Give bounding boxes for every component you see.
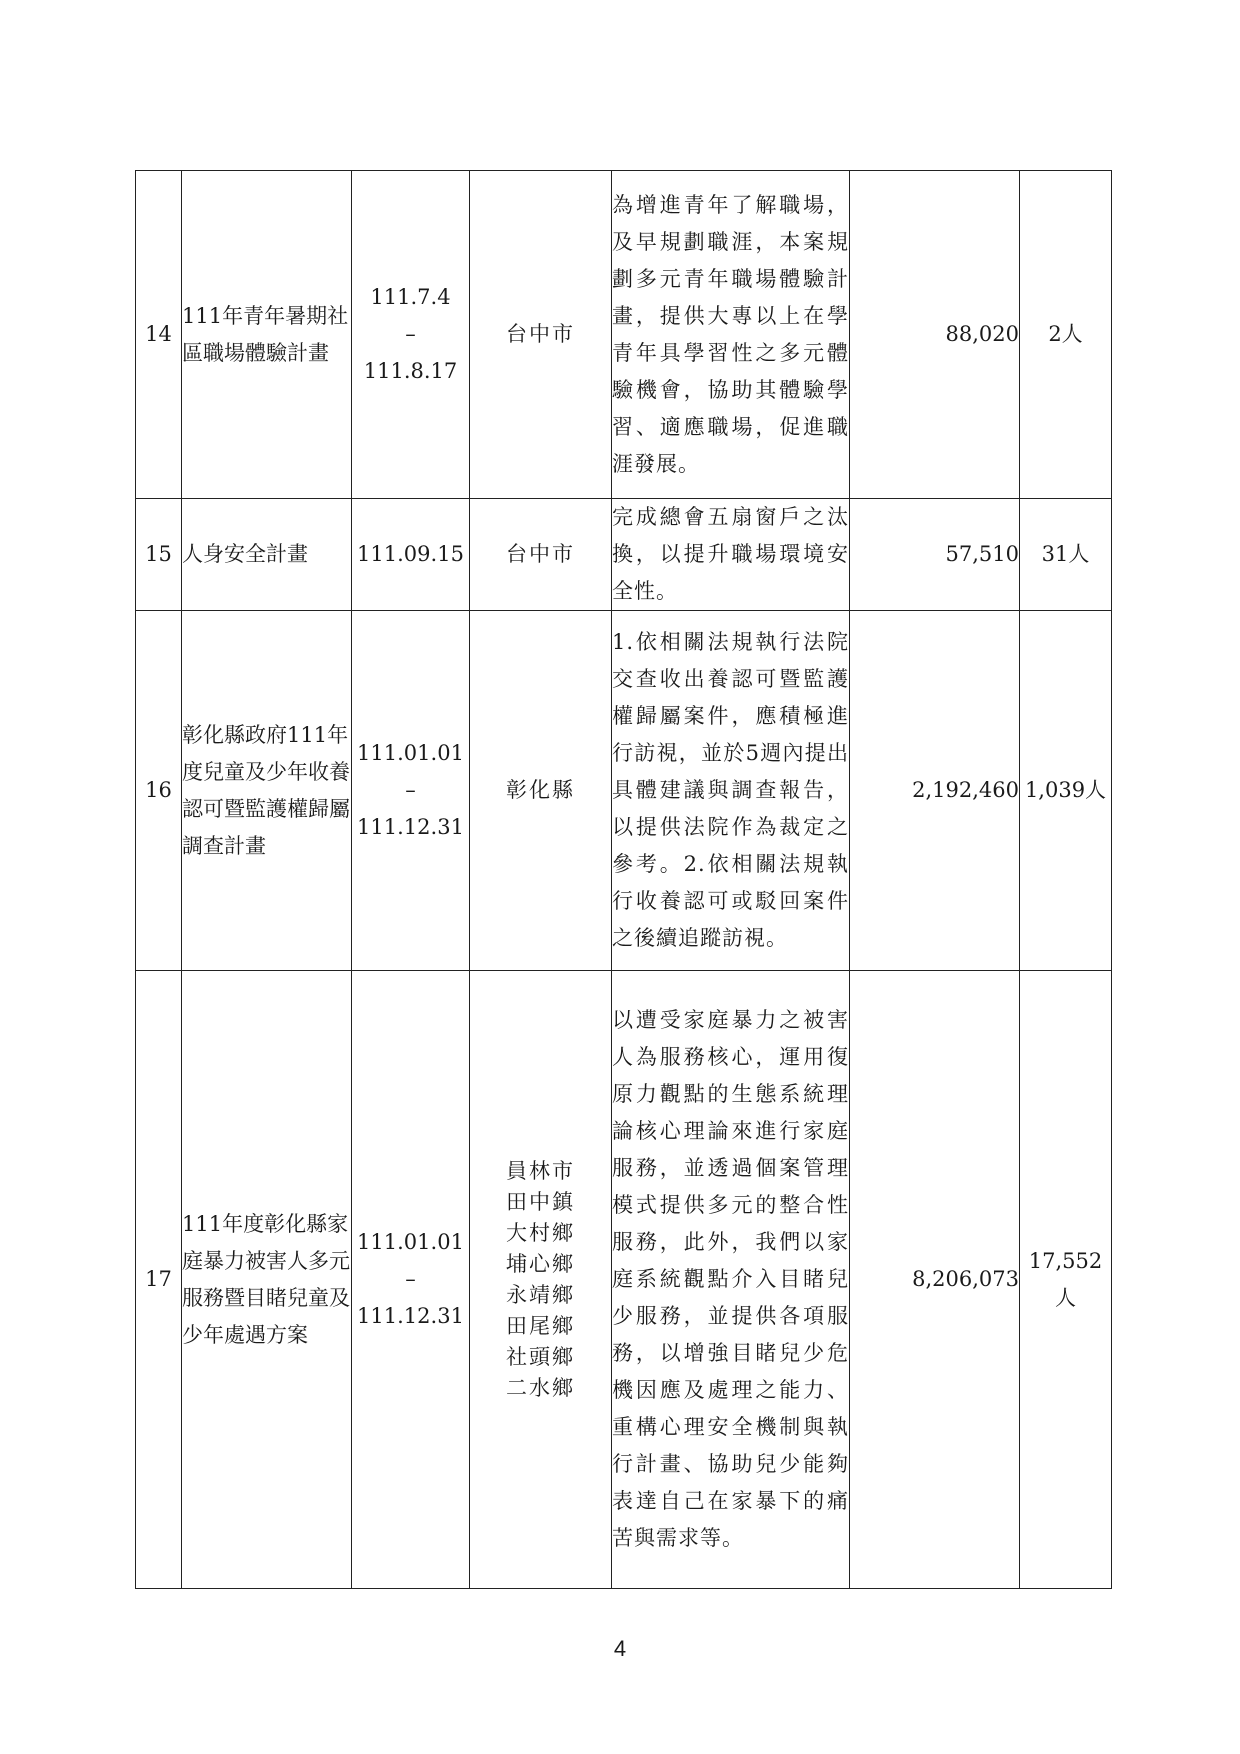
- date-sep: –: [405, 778, 416, 802]
- people-count-cell: 1,039人: [1020, 611, 1112, 971]
- date-end: 111.12.31: [357, 1304, 464, 1328]
- people-count-cell: 31人: [1020, 499, 1112, 611]
- table-row: [136, 171, 1112, 499]
- area-item: 台中市: [506, 322, 575, 346]
- area-item: 員林市: [506, 1158, 575, 1183]
- area-cell: [470, 171, 612, 499]
- area-cell: [470, 499, 612, 611]
- date-start: 111.01.01: [357, 741, 464, 765]
- row-number-cell: 14: [136, 171, 182, 499]
- date-cell: [352, 171, 470, 499]
- program-name-cell: 111年青年暑期社區職場體驗計畫: [182, 171, 352, 499]
- description-cell: 為增進青年了解職場，及早規劃職涯，本案規劃多元青年職場體驗計畫，提供大專以上在學青年具學習性之多元體驗機會，協助其體驗學習、適應職場，促進職涯發展。: [612, 171, 850, 499]
- date-start: 111.09.15: [357, 542, 464, 566]
- amount-cell: 57,510: [850, 499, 1020, 611]
- area-item: 田中鎮: [506, 1189, 575, 1214]
- row-number-cell: 17: [136, 971, 182, 1589]
- program-name-cell: 彰化縣政府111年度兒童及少年收養認可暨監護權歸屬調查計畫: [182, 611, 352, 971]
- people-count-cell: 17,552人: [1020, 971, 1112, 1589]
- area-item: 大村鄉: [506, 1220, 575, 1245]
- date-sep: –: [405, 1267, 416, 1291]
- page-number: 4: [613, 1636, 627, 1661]
- date-cell: [352, 499, 470, 611]
- date-start: 111.7.4: [370, 285, 451, 309]
- table-row: [136, 611, 1112, 971]
- people-count-cell: 2人: [1020, 171, 1112, 499]
- area-item: 台中市: [506, 542, 575, 566]
- date-cell: [352, 611, 470, 971]
- row-number-cell: 15: [136, 499, 182, 611]
- date-cell: [352, 971, 470, 1589]
- description-cell: 完成總會五扇窗戶之汰換，以提升職場環境安全性。: [612, 499, 850, 611]
- table-row: [136, 971, 1112, 1589]
- amount-cell: 8,206,073: [850, 971, 1020, 1589]
- date-end: 111.12.31: [357, 815, 464, 839]
- area-item: 彰化縣: [506, 778, 575, 802]
- area-item: 埔心鄉: [506, 1251, 575, 1276]
- description-cell: 以遭受家庭暴力之被害人為服務核心，運用復原力觀點的生態系統理論核心理論來進行家庭服務，並透過個案管理模式提供多元的整合性服務，此外，我們以家庭系統觀點介入目睹兒少服務，並提供各項服務，以增強目睹兒少危機因應及處理之能力、重構心理安全機制與執行計畫、協助兒少能夠表達自己在家暴下的痛苦與需求等。: [612, 971, 850, 1589]
- amount-cell: 88,020: [850, 171, 1020, 499]
- row-number-cell: 16: [136, 611, 182, 971]
- description-cell: 1.依相關法規執行法院交查收出養認可暨監護權歸屬案件，應積極進行訪視，並於5週內提出具體建議與調查報告，以提供法院作為裁定之參考。2.依相關法規執行收養認可或駁回案件之後續追蹤訪視。: [612, 611, 850, 971]
- date-sep: –: [405, 322, 416, 346]
- area-item: 社頭鄉: [506, 1344, 575, 1369]
- area-cell: [470, 611, 612, 971]
- program-name-cell: 111年度彰化縣家庭暴力被害人多元服務暨目睹兒童及少年處遇方案: [182, 971, 352, 1589]
- date-end: 111.8.17: [363, 359, 458, 383]
- table-row: [136, 499, 1112, 611]
- area-item: 永靖鄉: [506, 1282, 575, 1307]
- area-item: 田尾鄉: [506, 1313, 575, 1338]
- area-cell: [470, 971, 612, 1589]
- date-start: 111.01.01: [357, 1230, 464, 1254]
- area-item: 二水鄉: [506, 1375, 575, 1400]
- program-name-cell: 人身安全計畫: [182, 499, 352, 611]
- program-table: [135, 170, 1112, 1589]
- amount-cell: 2,192,460: [850, 611, 1020, 971]
